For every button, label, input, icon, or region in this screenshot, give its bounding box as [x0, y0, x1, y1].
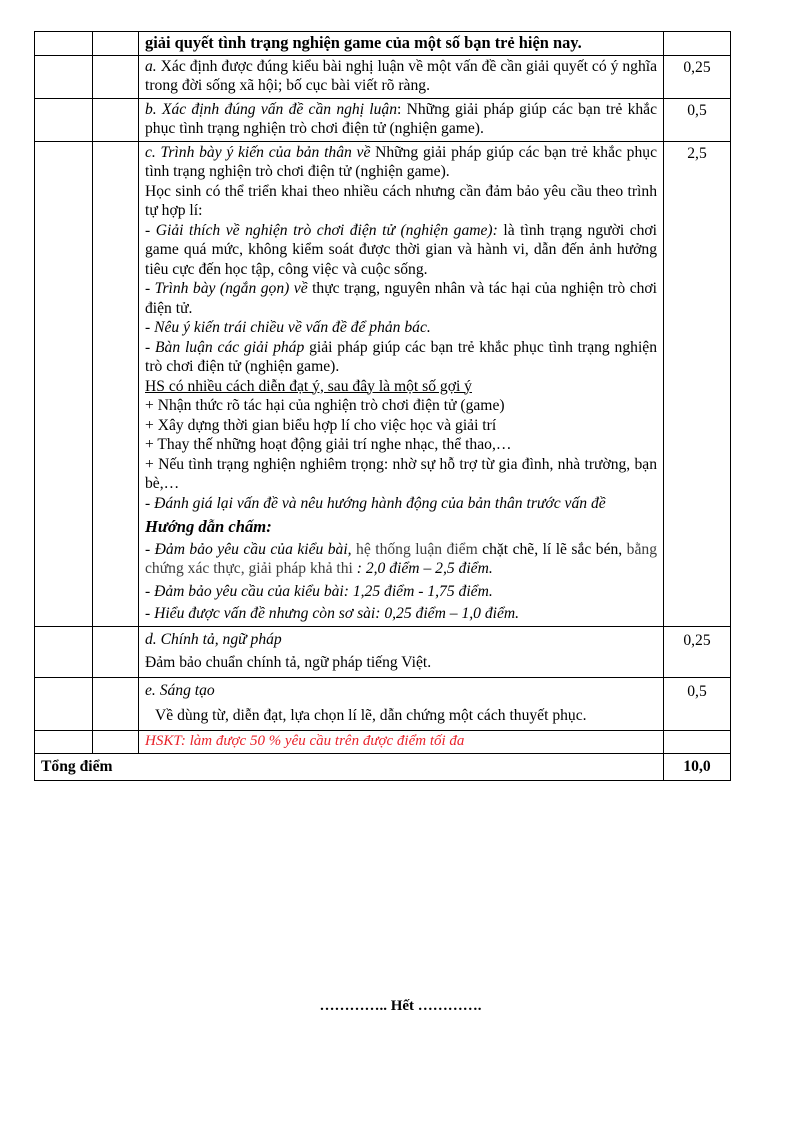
guide-1-e: : 2,0 điểm – 2,5 điểm.	[352, 560, 493, 577]
point-4-label: - Bàn luận các giải pháp	[145, 338, 305, 356]
criterion-c-intro: Những giải pháp giúp các bạn trẻ khắc phục tình trạng nghiện trò chơi điện tử (nghiện game).	[145, 143, 657, 180]
table-row	[35, 98, 731, 141]
col1-cell	[35, 141, 93, 626]
hskt-cell	[139, 730, 664, 754]
score-a: 0,25	[664, 55, 731, 98]
col1-cell	[35, 730, 93, 754]
score-cell	[664, 32, 731, 56]
hs-note: HS có nhiều cách diễn đạt ý, sau đây là một số gợi ý	[145, 377, 472, 395]
table-row	[35, 55, 731, 98]
grading-table	[34, 31, 731, 781]
total-label: Tổng điểm	[35, 754, 664, 781]
criterion-a-label: a.	[145, 57, 157, 75]
criterion-b-text: : Những giải pháp giúp các bạn trẻ khắc phục tình trạng nghiện trò chơi điện tử (nghiện game).	[145, 100, 657, 137]
score-e: 0,5	[664, 677, 731, 730]
col1-cell	[35, 98, 93, 141]
guide-1-a: - Đảm bảo yêu cầu của kiểu bài,	[145, 540, 352, 558]
content-cell	[139, 32, 664, 56]
criterion-e	[139, 677, 664, 730]
guide-2: - Đảm bảo yêu cầu của kiểu bài: 1,25 điểm - 1,75 điểm.	[145, 582, 493, 600]
suggestion-2: + Xây dựng thời gian biểu hợp lí cho việc học và giải trí	[145, 416, 497, 434]
col2-cell	[93, 55, 139, 98]
point-5: - Đánh giá lại vấn đề và nêu hướng hành động của bản thân trước vấn đề	[145, 494, 606, 512]
point-2-label: - Trình bày (ngắn gọn) về	[145, 280, 308, 297]
criterion-d-title: d. Chính tả, ngữ pháp	[145, 630, 282, 648]
table-row	[35, 626, 731, 677]
criterion-a	[139, 55, 664, 98]
criterion-e-title: e. Sáng tạo	[145, 681, 215, 699]
point-1-text: là tình trạng người chơi game quá mức, không kiểm soát được thời gian và hành vi, dẫn đến ảnh hưởng tiêu cực đến học tập, công việc và cuộc sống.	[145, 221, 657, 278]
point-2-text: thực trạng, nguyên nhân và tác hại của nghiện trò chơi điện tử.	[145, 280, 657, 317]
hskt-note: HSKT: làm được 50 % yêu cầu trên được điểm tối đa	[145, 732, 465, 749]
table-row	[35, 32, 731, 56]
score-c: 2,5	[664, 141, 731, 626]
criterion-b	[139, 98, 664, 141]
suggestion-1: + Nhận thức rõ tác hại của nghiện trò chơi điện tử (game)	[145, 397, 505, 414]
guide-1-c: chặt chẽ, lí lẽ sắc bén,	[477, 540, 623, 558]
guide-1-b: hệ thống luận điểm	[351, 540, 478, 558]
total-row	[35, 754, 731, 781]
guide-3: - Hiểu được vấn đề nhưng còn sơ sài: 0,25 điểm – 1,0 điểm.	[145, 605, 520, 622]
grading-guide-title: Hướng dẫn chấm:	[145, 517, 272, 536]
criterion-c-instruction: Học sinh có thể triển khai theo nhiều cách nhưng cần đảm bảo yêu cầu theo trình tự hợp lí:	[145, 182, 657, 219]
col2-cell	[93, 730, 139, 754]
score-cell	[664, 730, 731, 754]
point-1-label: - Giải thích về nghiện trò chơi điện tử (nghiện game):	[145, 221, 498, 239]
col2-cell	[93, 141, 139, 626]
criterion-d-text: Đảm bảo chuẩn chính tả, ngữ pháp tiếng Việt.	[145, 654, 432, 671]
col2-cell	[93, 677, 139, 730]
guide-1-d: bằng chứng xác thực, giải pháp khả thi	[145, 540, 657, 577]
point-3: - Nêu ý kiến trái chiều về vấn đề để phản bác.	[145, 319, 431, 336]
col2-cell	[93, 98, 139, 141]
score-b: 0,5	[664, 98, 731, 141]
end-marker: ………….. Hết ………….	[319, 998, 482, 1014]
table-row	[35, 730, 731, 754]
topic-continuation: giải quyết tình trạng nghiện game của một số bạn trẻ hiện nay.	[145, 33, 582, 52]
suggestion-3: + Thay thế những hoạt động giải trí nghe nhạc, thể thao,…	[145, 436, 512, 453]
criterion-d	[139, 626, 664, 677]
point-4-text: giải pháp giúp các bạn trẻ khắc phục tình trạng nghiện trò chơi điện tử (nghiện game).	[145, 338, 657, 375]
col2-cell	[93, 626, 139, 677]
criterion-a-text: Xác định được đúng kiểu bài nghị luận về một vấn đề cần giải quyết có ý nghĩa trong đời sống xã hội; bố cục bài viết rõ ràng.	[145, 57, 657, 94]
col1-cell	[35, 55, 93, 98]
col1-cell	[35, 677, 93, 730]
col2-cell	[93, 32, 139, 56]
criterion-c	[139, 141, 664, 626]
table-row	[35, 141, 731, 626]
table-row	[35, 677, 731, 730]
criterion-c-label: c. Trình bày ý kiến của bản thân về	[145, 143, 371, 161]
score-d: 0,25	[664, 626, 731, 677]
suggestion-4: + Nếu tình trạng nghiện nghiêm trọng: nhờ sự hỗ trợ từ gia đình, nhà trường, bạn bè,…	[145, 455, 657, 492]
col1-cell	[35, 626, 93, 677]
criterion-e-text: Về dùng từ, diễn đạt, lựa chọn lí lẽ, dẫn chứng một cách thuyết phục.	[155, 707, 587, 724]
col1-cell	[35, 32, 93, 56]
total-score: 10,0	[664, 754, 731, 781]
criterion-b-label: b. Xác định đúng vấn đề cần nghị luận	[145, 100, 398, 118]
